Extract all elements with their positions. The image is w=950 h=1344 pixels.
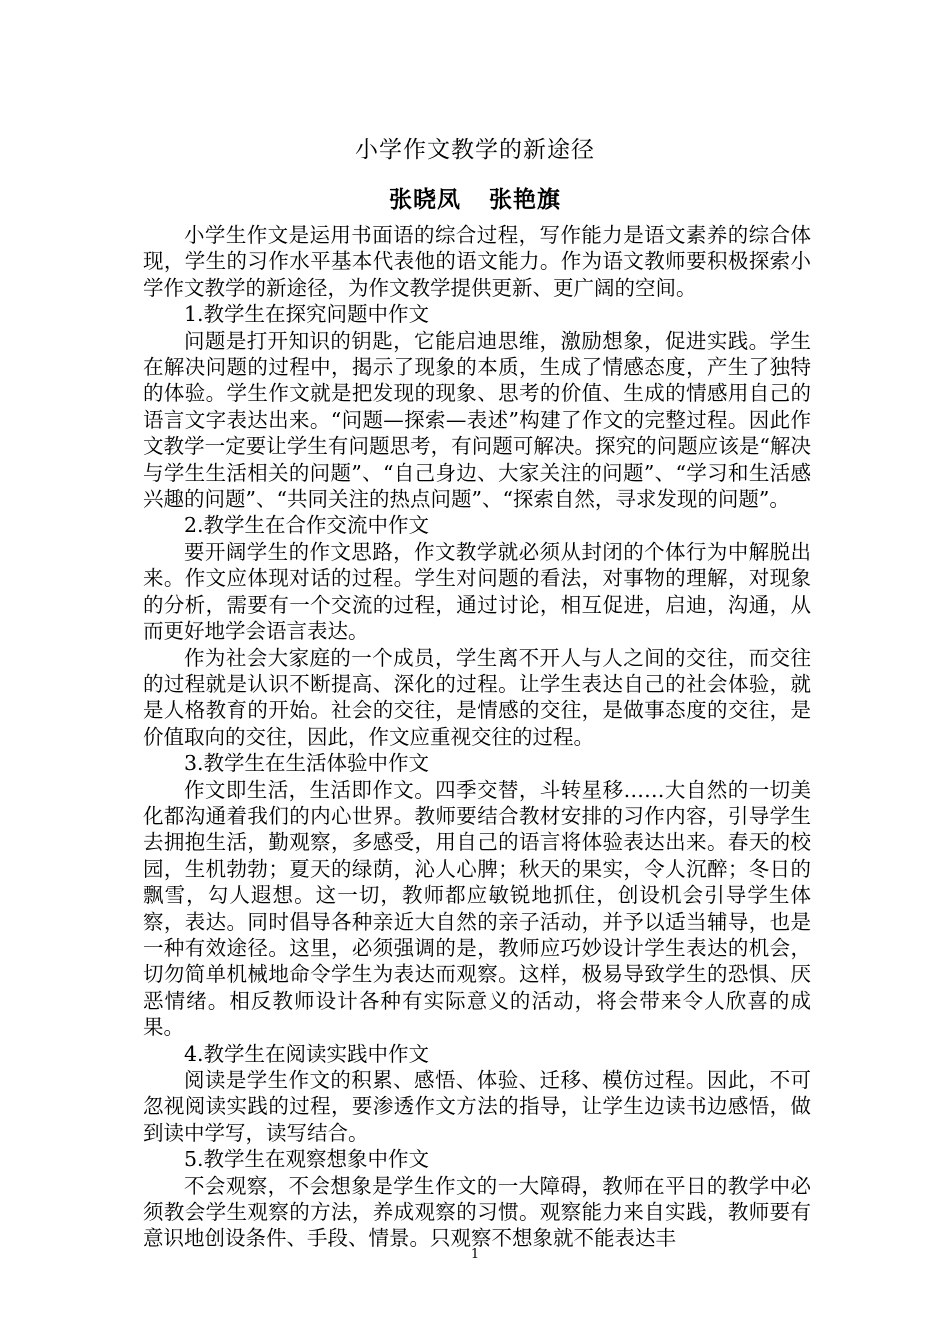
body-paragraph: 要开阔学生的作文思路，作文教学就必须从封闭的个体行为中解脱出来。作文应体现对话的过程。学生对问题的看法，对事物的理解，对现象的分析，需要有一个交流的过程，通过讨论，相互促进，启迪，沟通，从而更好地学会语言表达。 [143, 539, 811, 644]
body-paragraph: 不会观察，不会想象是学生作文的一大障碍，教师在平日的教学中必须教会学生观察的方法，养成观察的习惯。观察能力来自实践，教师要有意识地创设条件、手段、情景。只观察不想象就不能表达丰 [143, 1173, 811, 1251]
body-paragraph: 问题是打开知识的钥匙，它能启迪思维，激励想象，促进实践。学生在解决问题的过程中，揭示了现象的本质，生成了情感态度，产生了独特的体验。学生作文就是把发现的现象、思考的价值、生成的情感用自己的语言文字表达出来。“问题—探索—表述”构建了作文的完整过程。因此作文教学一定要让学生有问题思考，有问题可解决。探究的问题应该是“解决与学生生活相关的问题”、“自己身边、大家关注的问题”、“学习和生活感兴趣的问题”、“共同关注的热点问题”、“探索自然，寻求发现的问题”。 [143, 328, 811, 512]
section-heading: 1.教学生在探究问题中作文 [184, 302, 430, 327]
author-name: 张晓凤 [389, 187, 461, 213]
page-number: 1 [470, 1247, 480, 1262]
document-title: 小学作文教学的新途径 [355, 137, 595, 163]
author-line [0, 184, 950, 216]
body-paragraph: 作为社会大家庭的一个成员，学生离不开人与人之间的交往，而交往的过程就是认识不断提高、深化的过程。让学生表达自己的社会体验，就是人格教育的开始。社会的交往，是情感的交往，是做事态度的交往，是价值取向的交往，因此，作文应重视交往的过程。 [143, 645, 811, 749]
section-heading: 3.教学生在生活体验中作文 [184, 751, 430, 776]
section-heading: 2.教学生在合作交流中作文 [184, 513, 430, 538]
author-name: 张艳旗 [489, 187, 561, 213]
body-paragraph: 阅读是学生作文的积累、感悟、体验、迁移、模仿过程。因此，不可忽视阅读实践的过程，要渗透作文方法的指导，让学生边读书边感悟，做到读中学写，读写结合。 [143, 1068, 811, 1145]
body-paragraph: 作文即生活，生活即作文。四季交替，斗转星移……大自然的一切美化都沟通着我们的内心世界。教师要结合教材安排的习作内容，引导学生去拥抱生活，勤观察，多感受，用自己的语言将体验表达出来。春天的校园，生机勃勃；夏天的绿荫，沁人心脾；秋天的果实，令人沉醉；冬日的飘雪，勾人遐想。这一切，教师都应敏锐地抓住，创设机会引导学生体察，表达。同时倡导各种亲近大自然的亲子活动，并予以适当辅导，也是一种有效途径。这里，必须强调的是，教师应巧妙设计学生表达的机会，切勿简单机械地命令学生为表达而观察。这样，极易导致学生的恐惧、厌恶情绪。相反教师设计各种有实际意义的活动，将会带来令人欣喜的成果。 [143, 777, 811, 1040]
section-heading: 4.教学生在阅读实践中作文 [184, 1041, 430, 1066]
section-heading: 5.教学生在观察想象中作文 [184, 1147, 430, 1172]
intro-paragraph: 小学生作文是运用书面语的综合过程，写作能力是语文素养的综合体现，学生的习作水平基本代表他的语文能力。作为语文教师要积极探索小学作文教学的新途径，为作文教学提供更新、更广阔的空间。 [143, 223, 811, 300]
article-body [143, 222, 811, 1252]
